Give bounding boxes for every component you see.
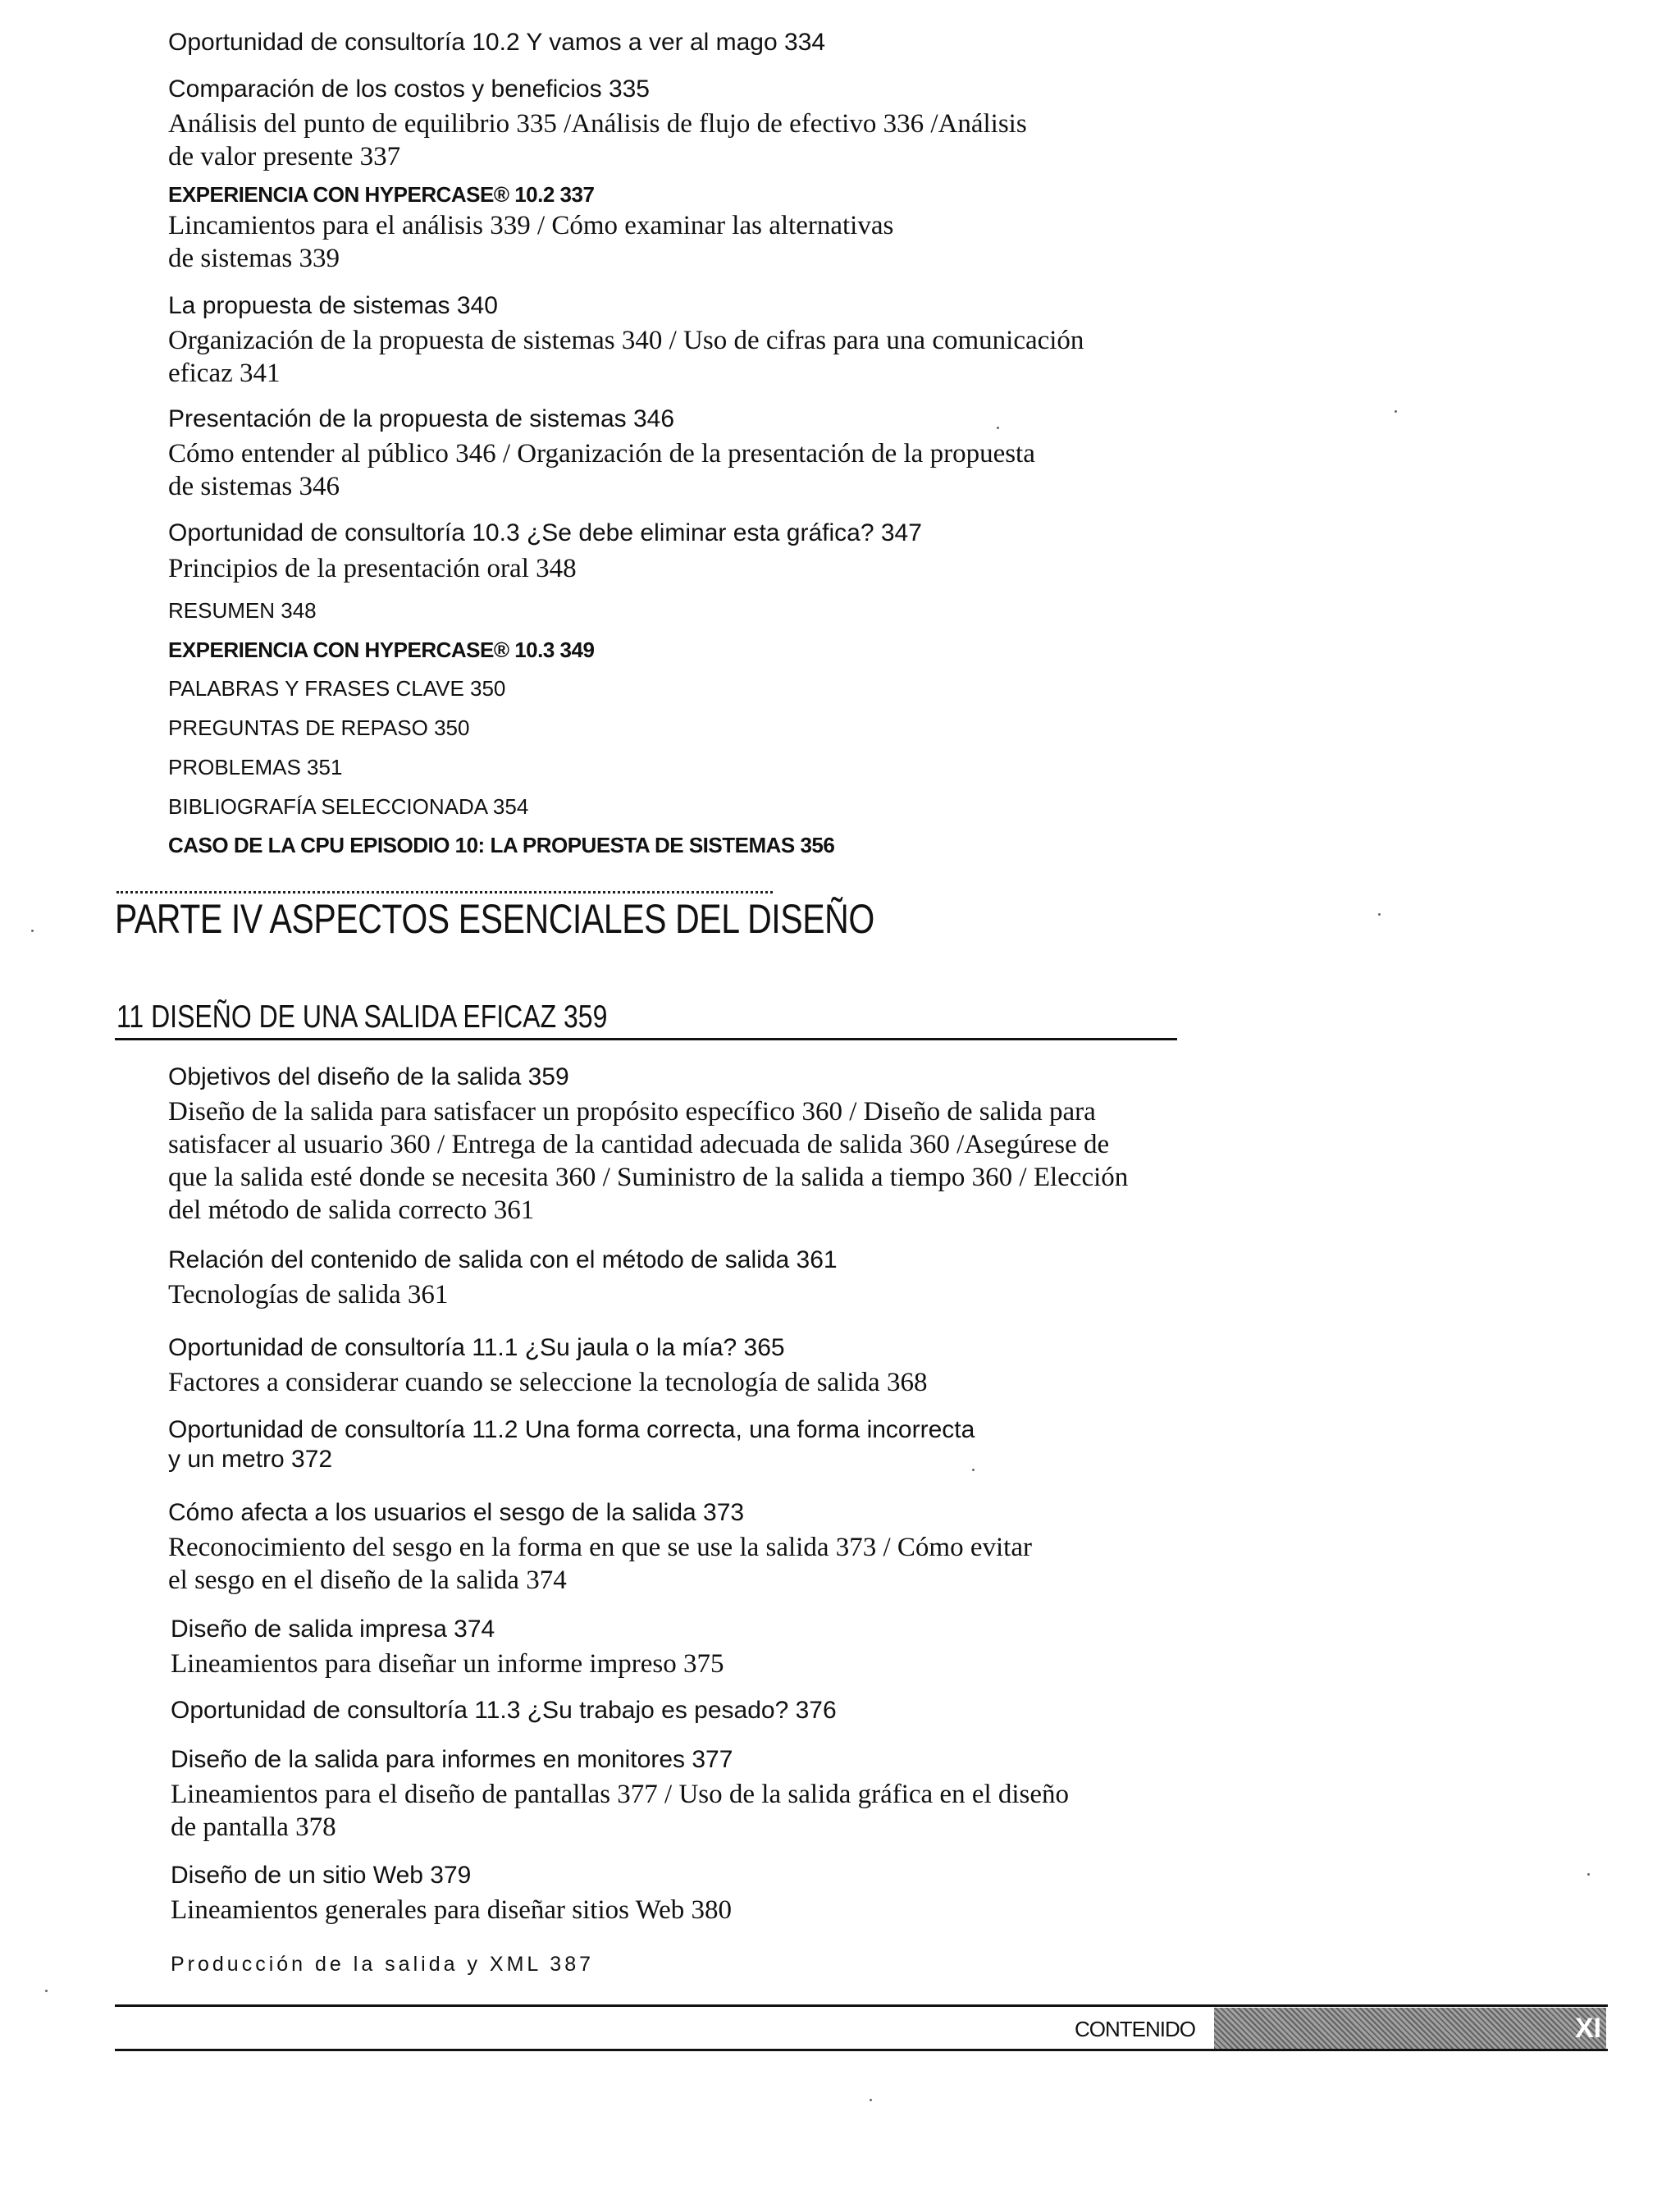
scan-speck [31, 930, 34, 932]
toc-entry: Oportunidad de consultoría 11.1 ¿Su jaula o la mía? 365 [168, 1334, 785, 1361]
toc-subentries [168, 1531, 1202, 1597]
toc-entry: PREGUNTAS DE REPASO 350 [168, 715, 470, 740]
chapter-rule [115, 1038, 1177, 1040]
toc-entry: Diseño de la salida para informes en monitores 377 [171, 1746, 733, 1773]
toc-subentry-line: Factores a considerar cuando se seleccione la tecnología de salida 368 [168, 1368, 928, 1397]
scan-speck [1378, 913, 1381, 916]
toc-entry [168, 1415, 1202, 1474]
toc-entry: Oportunidad de consultoría 10.2 Y vamos a ver al mago 334 [168, 29, 826, 56]
footer-halftone-band [1214, 2008, 1606, 2049]
toc-subentry-line: Lineamientos generales para diseñar sitios Web 380 [171, 1895, 733, 1925]
toc-entry: BIBLIOGRAFÍA SELECCIONADA 354 [168, 794, 529, 819]
toc-subentry-line: Cómo entender al público 346 / Organización de la presentación de la propuesta [168, 439, 1035, 468]
toc-entry: Relación del contenido de salida con el método de salida 361 [168, 1246, 838, 1273]
toc-subentries [168, 1095, 1202, 1227]
scan-speck [997, 427, 999, 429]
scan-speck [1587, 1873, 1590, 1876]
footer-rule-bottom [115, 2049, 1608, 2051]
toc-subentry-line: de sistemas 346 [168, 472, 340, 501]
toc-entry: Producción de la salida y XML 387 [171, 1953, 595, 1976]
toc-subentry-line: Diseño de la salida para satisfacer un propósito específico 360 / Diseño de salida para [168, 1097, 1096, 1127]
toc-entry-line: Oportunidad de consultoría 11.2 Una forma correcta, una forma incorrecta [168, 1416, 975, 1443]
toc-entry: Cómo afecta a los usuarios el sesgo de la salida 373 [168, 1499, 745, 1526]
toc-subentry-line: de valor presente 337 [168, 142, 401, 171]
toc-entry: Diseño de salida impresa 374 [171, 1616, 495, 1643]
toc-subentry-line: Principios de la presentación oral 348 [168, 554, 577, 583]
chapter-title: 11 DISEÑO DE UNA SALIDA EFICAZ 359 [116, 999, 608, 1035]
toc-entry: PALABRAS Y FRASES CLAVE 350 [168, 676, 506, 701]
toc-subentry-line: Lineamientos para el diseño de pantallas 377 / Uso de la salida gráfica en el diseño [171, 1780, 1070, 1809]
part-dotted-rule [116, 891, 773, 894]
toc-subentry-line: que la salida esté donde se necesita 360 / Suministro de la salida a tiempo 360 / Elección [168, 1163, 1129, 1192]
page-number: XI [1575, 2013, 1602, 2044]
toc-entry-hypercase: EXPERIENCIA CON HYPERCASE® 10.2 337 [168, 182, 595, 207]
toc-entry: Objetivos del diseño de la salida 359 [168, 1063, 569, 1090]
toc-subentry-line: Reconocimiento del sesgo en la forma en que se use la salida 373 / Cómo evitar [168, 1533, 1032, 1562]
toc-subentries [168, 209, 1202, 275]
toc-entry: PROBLEMAS 351 [168, 755, 343, 779]
toc-subentry-line: el sesgo en el diseño de la salida 374 [168, 1565, 567, 1595]
toc-subentries [171, 1778, 1204, 1844]
toc-subentries [168, 324, 1202, 390]
toc-entry-resumen: RESUMEN 348 [168, 598, 317, 623]
toc-entry: Oportunidad de consultoría 11.3 ¿Su trabajo es pesado? 376 [171, 1697, 837, 1724]
toc-subentry-line: Lincamientos para el análisis 339 / Cómo examinar las alternativas [168, 211, 894, 240]
toc-subentry-line: de pantalla 378 [171, 1812, 336, 1842]
toc-subentries [168, 107, 1202, 173]
toc-entry-hypercase: EXPERIENCIA CON HYPERCASE® 10.3 349 [168, 638, 595, 662]
part-title: PARTE IV ASPECTOS ESENCIALES DEL DISEÑO [115, 896, 874, 942]
toc-subentry-line: Análisis del punto de equilibrio 335 /Análisis de flujo de efectivo 336 /Análisis [168, 109, 1027, 139]
toc-subentry-line: satisfacer al usuario 360 / Entrega de la cantidad adecuada de salida 360 /Asegúrese de [168, 1130, 1110, 1159]
toc-subentry-line: Lineamientos para diseñar un informe impreso 375 [171, 1649, 724, 1679]
scan-speck [972, 1469, 975, 1471]
toc-subentry-line: Tecnologías de salida 361 [168, 1280, 449, 1309]
scan-speck [45, 1990, 48, 1992]
toc-subentry-line: Organización de la propuesta de sistemas 340 / Uso de cifras para una comunicación [168, 326, 1084, 355]
toc-entry: Diseño de un sitio Web 379 [171, 1862, 472, 1889]
running-footer-label: CONTENIDO [1075, 2017, 1195, 2041]
toc-subentries [168, 437, 1202, 503]
toc-entry: La propuesta de sistemas 340 [168, 292, 498, 319]
scan-speck [1395, 410, 1397, 413]
scan-speck [870, 2099, 872, 2101]
toc-entry: Comparación de los costos y beneficios 335 [168, 75, 650, 103]
toc-subentry-line: de sistemas 339 [168, 244, 340, 273]
footer-rule-top [115, 2004, 1608, 2007]
toc-subentry-line: eficaz 341 [168, 359, 281, 388]
toc-subentry-line: del método de salida correcto 361 [168, 1195, 535, 1225]
toc-entry: Presentación de la propuesta de sistemas 346 [168, 405, 675, 432]
toc-entry-case: CASO DE LA CPU EPISODIO 10: LA PROPUESTA DE SISTEMAS 356 [168, 833, 835, 857]
toc-entry: Oportunidad de consultoría 10.3 ¿Se debe eliminar esta gráfica? 347 [168, 519, 922, 546]
toc-entry-line: y un metro 372 [168, 1446, 333, 1473]
